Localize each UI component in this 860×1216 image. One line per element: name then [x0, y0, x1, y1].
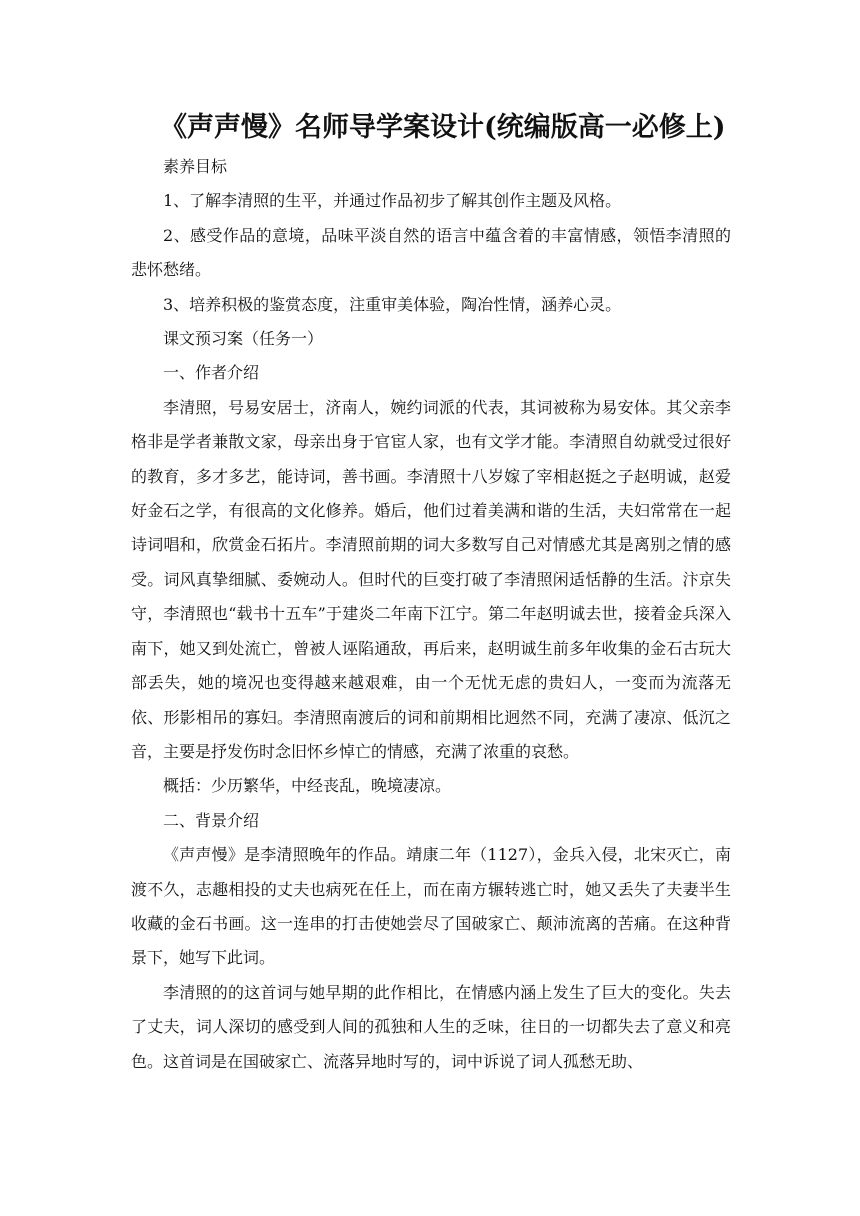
- heading-background-intro: 二、背景介绍: [163, 810, 260, 830]
- document-title: 《声声慢》名师导学案设计(统编版高一必修上): [160, 112, 726, 143]
- background-paragraph: 《声声慢》是李清照晚年的作品。靖康二年（1127），金兵入侵，北宋灭亡，南渡不久，志趣相投的丈夫也病死在任上，而在南方辗转逃亡时，她又丢失了夫妻半生收藏的金石书画。这一连串的打击使她尝尽了国破家亡、颠沛流离的苦痛。在这种背景下，她写下此词。: [131, 845, 731, 968]
- author-intro-paragraph: 李清照，号易安居士，济南人，婉约词派的代表，其词被称为易安体。其父亲李格非是学者兼散文家，母亲出身于官宦人家，也有文学才能。李清照自幼就受过很好的教育，多才多艺，能诗词，善书画。李清照十八岁嫁了宰相赵挺之子赵明诚，赵爱好金石之学，有很高的文化修养。婚后，他们过着美满和谐的生活，夫妇常常在一起诗词唱和，欣赏金石拓片。李清照前期的词大多数写自己对情感尤其是离别之情的感受。词风真挚细腻、委婉动人。但时代的巨变打破了李清照闲适恬静的生活。汴京失守，李清照也“载书十五车”于建炎二年南下江宁。第二年赵明诚去世，接着金兵深入南下，她又到处流亡，曾被人诬陷通敌，再后来，赵明诚生前多年收集的金石古玩大部丢失，她的境况也变得越来越艰难，由一个无忧无虑的贵妇人，一变而为流落无依、形影相吊的寡妇。李清照南渡后的词和前期相比迥然不同，充满了凄凉、低沉之音，主要是抒发伤时念旧怀乡悼亡的情感，充满了浓重的哀愁。: [131, 397, 731, 761]
- heading-author-intro: 一、作者介绍: [163, 363, 260, 383]
- goal-item-1: 1、了解李清照的生平，并通过作品初步了解其创作主题及风格。: [163, 191, 622, 211]
- goal-item-2: 2、感受作品的意境，品味平淡自然的语言中蕴含着的丰富情感，领悟李清照的悲怀愁绪。: [131, 225, 731, 280]
- comparison-paragraph: 李清照的的这首词与她早期的此作相比，在情感内涵上发生了巨大的变化。失去了丈夫，词人深切的感受到人间的孤独和人生的乏味，往日的一切都失去了意义和亮色。这首词是在国破家亡、流落异地时写的，词中诉说了词人孤愁无助、: [131, 982, 731, 1071]
- author-summary: 概括：少历繁华，中经丧乱，晚境凄凉。: [163, 776, 452, 796]
- heading-preview-task: 课文预习案（任务一）: [163, 329, 324, 349]
- document-body: [131, 150, 731, 1079]
- goal-item-3: 3、培养积极的鉴赏态度，注重审美体验，陶冶性情，涵养心灵。: [163, 294, 622, 314]
- heading-literacy-goals: 素养目标: [163, 157, 228, 176]
